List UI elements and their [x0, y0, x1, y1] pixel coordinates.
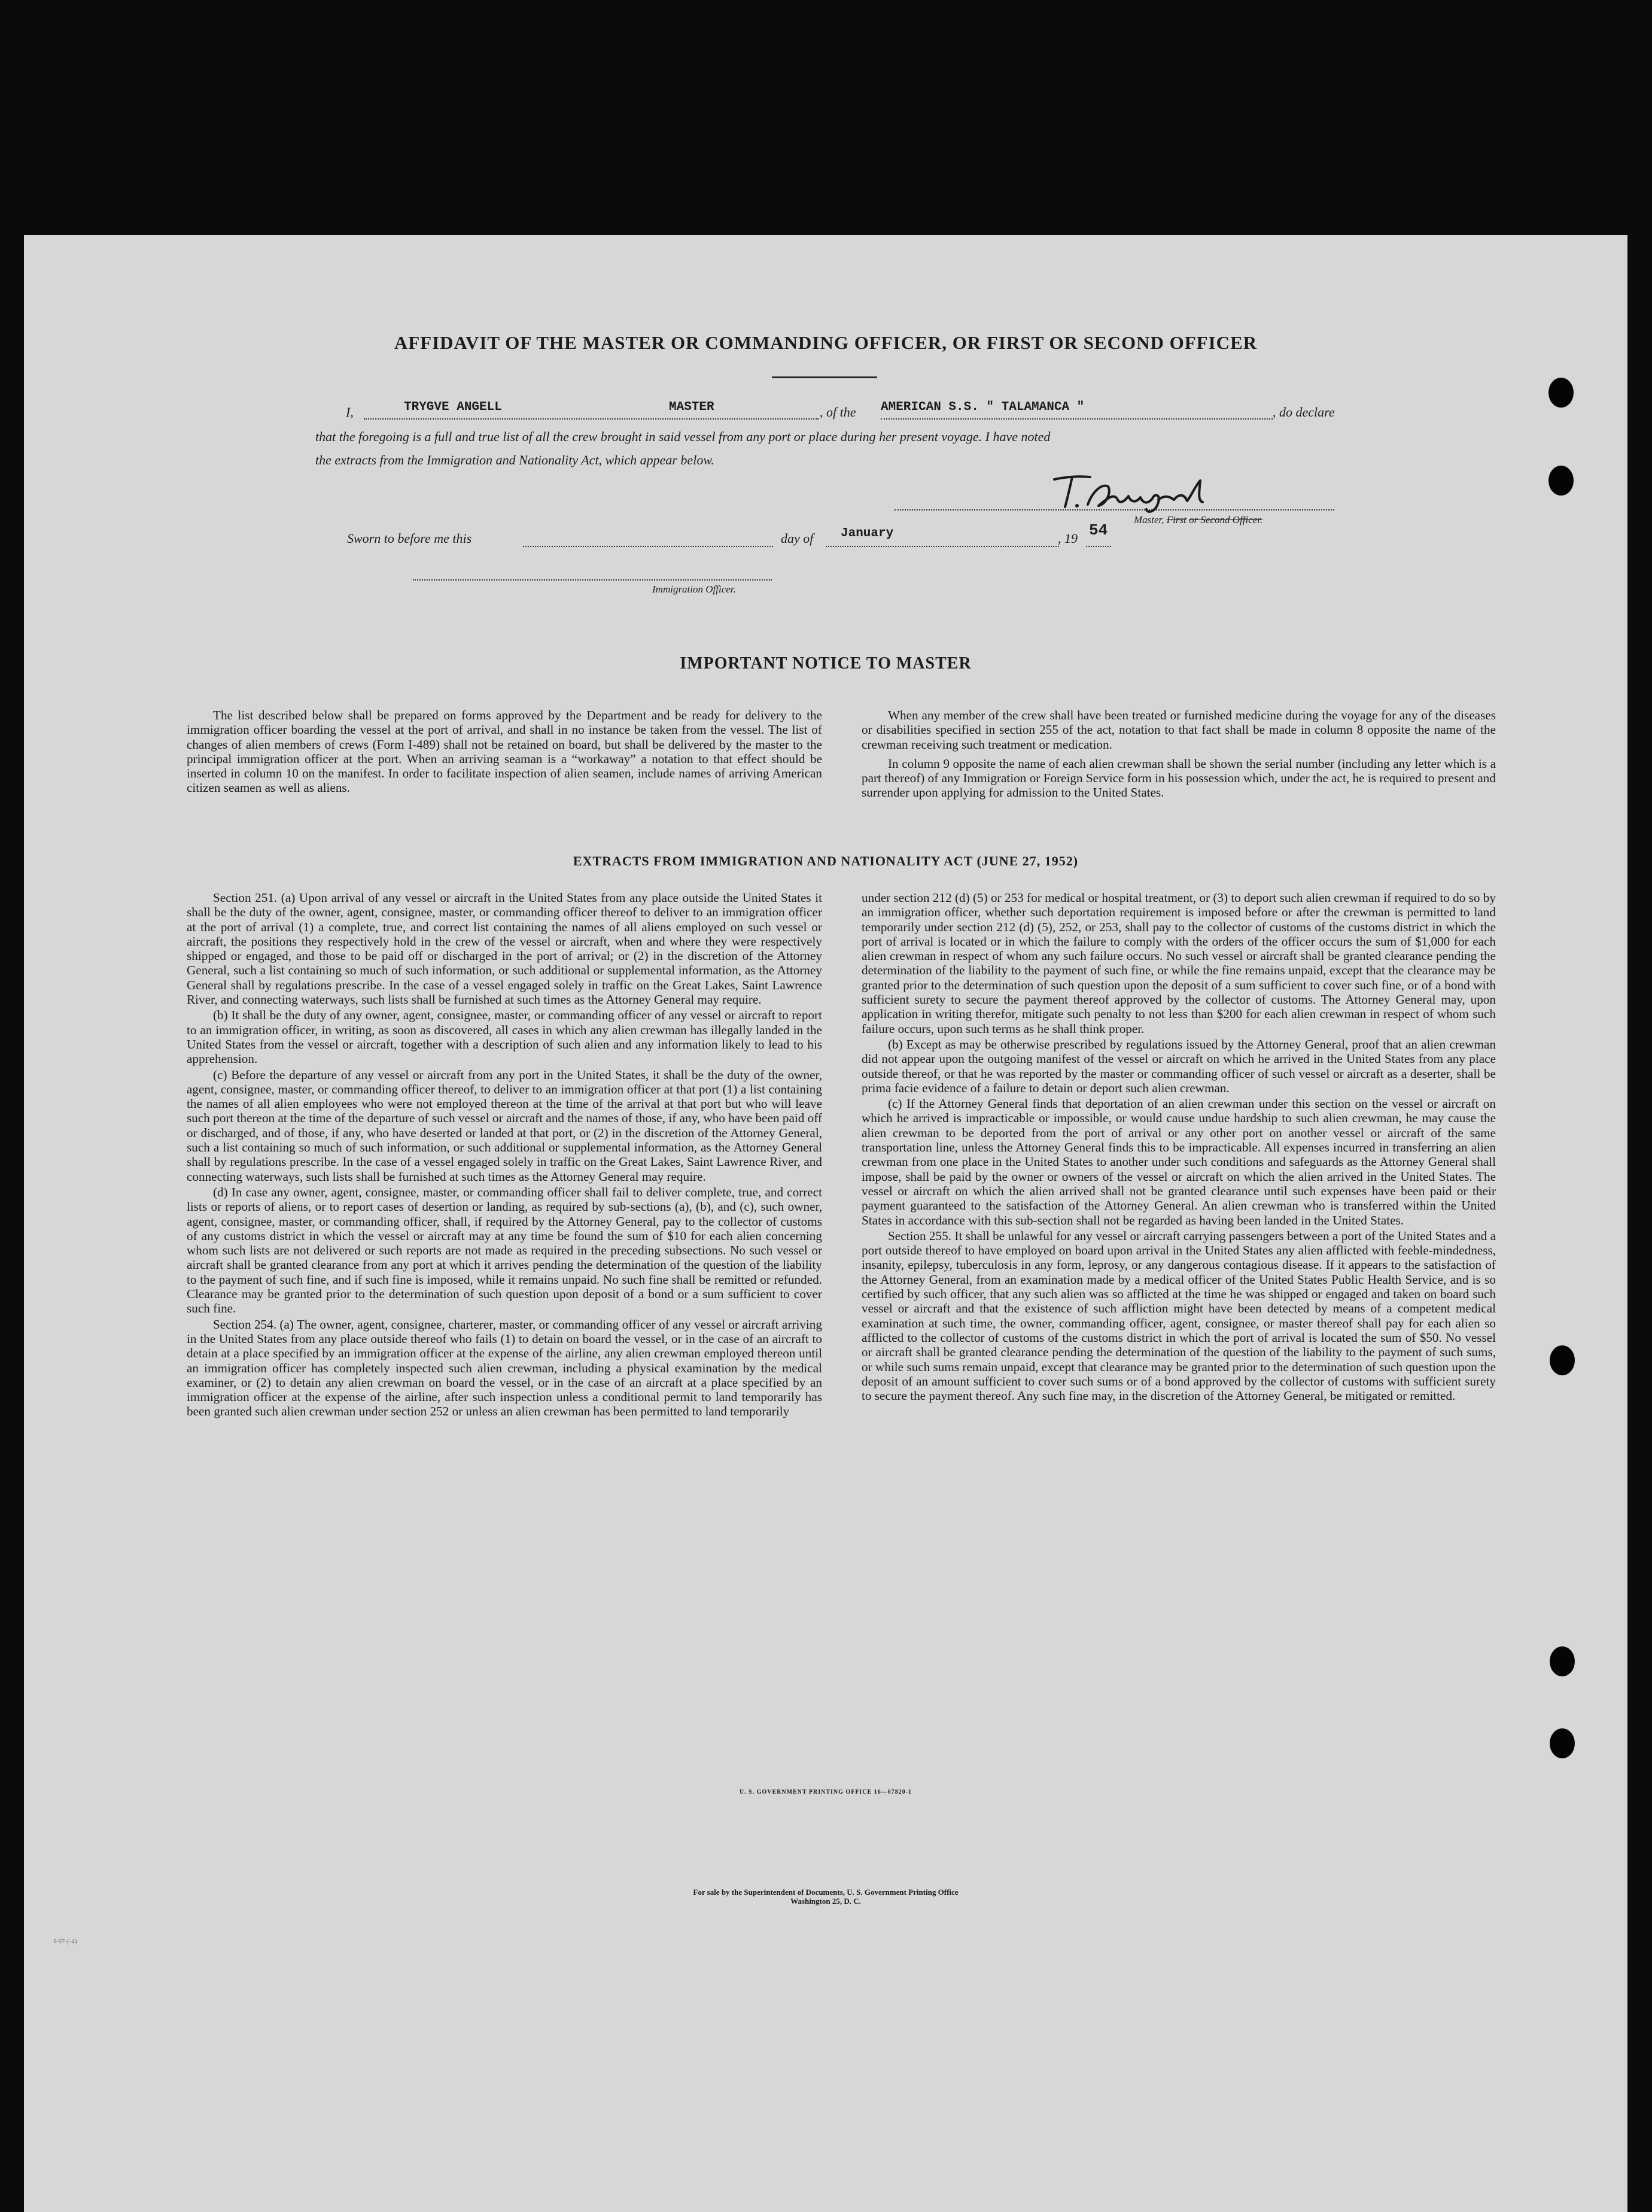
binder-hole: [1548, 378, 1574, 408]
year-prefix: , 19: [1058, 531, 1078, 546]
immigration-officer-line: [413, 579, 772, 581]
sale-notice: [24, 1888, 1627, 1906]
sale-line-2: Washington 25, D. C.: [790, 1897, 861, 1906]
notice-paragraph: In column 9 opposite the name of each alien crewman shall be shown the serial number (including any letter which is a part thereof) of any Immigration or Foreign Service form in his possession which, under the act, he is required to present and surrender upon applying for admission to the United States.: [862, 756, 1496, 800]
extract-paragraph: Section 254. (a) The owner, agent, consignee, charterer, master, or commanding officer of any vessel or aircraft arriving in the United States from any place outside thereof who fails (1) to detain on board the vessel, or in the case of an aircraft to detain at a place specified by an immigration officer at the expense of the airline, any alien crewman employed thereon until an immigration officer has completely inspected such alien crewman, including a physical examination by the medical examiner, or (2) to detain any alien crewman on board the vessel, or in the case of an aircraft at a place specified by an immigration officer at the expense of the airline, after such inspection unless a conditional permit to land temporarily has been granted such alien crewman under section 252 or unless an alien crewman has been permitted to land temporarily: [187, 1317, 822, 1419]
year-line: [1086, 546, 1111, 547]
extracts-title: EXTRACTS FROM IMMIGRATION AND NATIONALITY ACT (JUNE 27, 1952): [573, 853, 1079, 868]
master-rank: MASTER: [669, 400, 714, 414]
vessel-line: [881, 418, 1273, 420]
printing-office-line: U. S. GOVERNMENT PRINTING OFFICE 16—67820-1: [739, 1789, 912, 1795]
extract-paragraph: (c) If the Attorney General finds that deportation of an alien crewman under this section on the vessel or aircraft on which he arrived is impracticable or impossible, or would cause undue hardship to such alien crewman, he may cause the alien crewman to be deported from the port of arrival or any other port on another vessel or aircraft of the same transportation line, unless the Attorney General finds this to be impracticable. All expenses incurred in transferring an alien crewman from one place in the United States to another under such conditions and safeguards as the Attorney General shall impose, shall be paid by the owner or owners of the vessel or aircraft on which the alien arrived in the United States. The vessel or aircraft on which the alien arrived shall not be granted clearance until such expenses have been paid or their payment guaranteed to the satisfaction of the Attorney General. An alien crewman who is transferred within the United States in accordance with this sub-section shall not be regarded as having been landed in the United States.: [862, 1096, 1496, 1227]
master-name: TRYGVE ANGELL: [404, 400, 502, 414]
notice-right-column: [862, 708, 1496, 800]
month-line: [826, 546, 1059, 547]
day-of-label: day of: [781, 531, 814, 546]
extract-paragraph: Section 255. It shall be unlawful for any vessel or aircraft carrying passengers between a port of the United States and a port outside thereof to have employed on board upon arrival in the United States any alien afflicted with feeble-mindedness, insanity, epilepsy, tuberculosis in any form, leprosy, or any dangerous contagious disease. If it appears to the satisfaction of the Attorney General, from an examination made by a medical officer of the United States Public Health Service, and is so certified by such officer, that any such alien was so afflicted at the time he was shipped or engaged and taken on board such vessel or aircraft and that the existence of such affliction might have been detected by means of a competent medical examination at such time, the owner, commanding officer, agent, consignee, or master thereof shall pay for each alien so afflicted to the collector of customs of the customs district in which the port of arrival is located the sum of $50. No vessel or aircraft shall be granted clearance pending the determination of the question of the liability to the payment of such sums, or while such sums remain unpaid, except that clearance may be granted prior to the determination of such question upon the deposit of an amount sufficient to cover such sums or of a bond approved by the collector of customs with sufficient surety to secure the payment thereof. Any such fine may, in the discretion of the Attorney General, be mitigated or remitted.: [862, 1228, 1496, 1403]
caption-rest: or Second Officer.: [1189, 514, 1263, 525]
binder-hole: [1548, 466, 1574, 496]
document-page: [24, 235, 1627, 2212]
sale-line-1: For sale by the Superintendent of Documents, U. S. Government Printing Office: [693, 1888, 959, 1897]
do-declare-label: , do declare: [1273, 405, 1335, 420]
extracts-right-column: [862, 891, 1496, 1403]
binder-hole: [1550, 1728, 1575, 1758]
notice-title: IMPORTANT NOTICE TO MASTER: [680, 654, 972, 673]
sworn-date-line: [523, 546, 773, 547]
title-divider: [772, 376, 877, 378]
signature-caption: [1134, 514, 1262, 526]
extract-paragraph: (c) Before the departure of any vessel or aircraft from any port in the United States, it shall be the duty of the owner, agent, consignee, master, or commanding officer thereof, to deliver to an immigration officer at that port (1) a list containing the names of all alien employees who were not employed thereon at the time of the arrival at that port but who will leave such port thereon at the time of the departure of such vessel or aircraft and the names of those, if any, who have been paid off or discharged, and of those, if any, who have deserted or landed at that port, or (2) in the discretion of the Attorney General, such a list containing so much of such information, or such additional or supplemental information, as the Attorney General shall by regulations prescribe. In the case of a vessel engaged solely in traffic on the Great Lakes, Saint Lawrence River, and connecting waterways, such lists shall be furnished at such times as the Attorney General may require.: [187, 1067, 822, 1184]
affidavit-title: AFFIDAVIT OF THE MASTER OR COMMANDING OFFICER, OR FIRST OR SECOND OFFICER: [394, 332, 1258, 353]
i-label: I,: [346, 405, 354, 420]
extract-paragraph: (b) Except as may be otherwise prescribed by regulations issued by the Attorney General, proof that an alien crewman did not appear upon the outgoing manifest of the vessel or aircraft on which he arrived in the United States from any place outside thereof, or that he was reported by the master or commanding officer of such vessel or aircraft as a deserter, shall be prima facie evidence of a failure to detain or deport such alien crewman.: [862, 1037, 1496, 1095]
immigration-officer-caption: Immigration Officer.: [652, 584, 736, 595]
sworn-label: Sworn to before me this: [347, 531, 472, 546]
notice-paragraph: The list described below shall be prepared on forms approved by the Department and be ready for delivery to the immigration officer boarding the vessel at the port of arrival, and shall in no instance be taken from the vessel. The list of changes of alien members of crews (Form I-489) shall not be retained on board, but shall be delivered by the master to the principal immigration officer at the port. When an arriving seaman is a “workaway” a notation to that effect should be inserted in column 10 on the manifest. In order to facilitate inspection of alien seamen, include names of arriving American citizen seamen as well as aliens.: [187, 708, 822, 795]
sworn-month: January: [841, 527, 894, 540]
of-the-label: , of the: [820, 405, 856, 420]
notice-left-column: [187, 708, 822, 795]
year-handwritten: 54: [1089, 521, 1108, 539]
extract-paragraph: Section 251. (a) Upon arrival of any vessel or aircraft in the United States from any place outside the United States it shall be the duty of the owner, agent, consignee, master, or commanding officer thereof to deliver to an immigration officer at the port of arrival (1) a complete, true, and correct list containing the names of all aliens employed on such vessel or aircraft, the positions they respectively hold in the crew of the vessel or aircraft, when and where they were respectively shipped or engaged, and those to be paid off or discharged in the port of arrival; or (2) in the discretion of the Attorney General, such a list containing so much of such information, or such additional or supplemental information, as the Attorney General shall by regulations prescribe. In the case of a vessel engaged solely in traffic on the Great Lakes, Saint Lawrence River, and connecting waterways, such lists shall be furnished at such times as the Attorney General may require.: [187, 891, 822, 1007]
notice-paragraph: When any member of the crew shall have been treated or furnished medicine during the voyage for any of the diseases or disabilities specified in section 255 of the act, notation to that fact shall be made in column 8 opposite the name of the crewman receiving such treatment or medication.: [862, 708, 1496, 752]
extract-paragraph: (b) It shall be the duty of any owner, agent, consignee, master, or commanding officer of any vessel or aircraft to report to an immigration officer, in writing, as soon as discovered, all cases in which any alien crewman has illegally landed in the United States from the vessel or aircraft, together with a description of such alien and any information likely to lead to his apprehension.: [187, 1008, 822, 1066]
binder-hole: [1550, 1345, 1575, 1375]
declaration-line-2: that the foregoing is a full and true list of all the crew brought in said vessel from any port or place during her present voyage. I have noted: [315, 429, 1051, 444]
declaration-line-3: the extracts from the Immigration and Nationality Act, which appear below.: [315, 452, 714, 467]
caption-first-struck: First: [1166, 514, 1186, 525]
form-margin-note: I-97-(-4): [54, 1938, 77, 1945]
binder-hole: [1550, 1646, 1575, 1676]
extract-paragraph: (d) In case any owner, agent, consignee, master, or commanding officer shall fail to deliver complete, true, and correct lists or reports of aliens, or to report cases of desertion or landing, as required by sub-sections (a), (b), and (c), such owner, agent, consignee, master, or commanding officer, shall, if required by the Attorney General, pay to the collector of customs of any customs district in which the vessel or aircraft may at any time be found the sum of $10 for each alien concerning whom such lists are not delivered or such reports are not made as required in the preceding subsections. No such vessel or aircraft shall be granted clearance from any port at which it arrives pending the determination of the question of the liability to the payment of such fine, and if such fine is imposed, while it remains unpaid. No such fine shall be remitted or refunded. Clearance may be granted prior to the determination of such question upon deposit of a bond or a sum sufficient to cover such fine.: [187, 1184, 822, 1316]
caption-master: Master,: [1134, 514, 1164, 525]
extract-paragraph: under section 212 (d) (5) or 253 for medical or hospital treatment, or (3) to deport such alien crewman if required to do so by an immigration officer, whether such deportation requirement is imposed before or after the crewman is permitted to land temporarily under section 212 (d) (5), 252, or 253, shall pay to the collector of customs of the customs district in which the port of arrival is located or in which the failure to comply with the orders of the officer occurs the sum of $1,000 for each alien crewman in respect of whom any such failure occurs. No such vessel or aircraft shall be granted clearance pending the determination of the liability to the payment of such fine, or while the fine remains unpaid, except that the clearance may be granted prior to the determination of such question upon the deposit of a sum sufficient to cover such fine, or of a bond with sufficient surety to secure the payment thereof approved by the collector of customs. The Attorney General may, upon application in writing therefor, mitigate such penalty to not less than $200 for each alien crewman in respect of whom such failure occurs, upon such terms as he shall think proper.: [862, 891, 1496, 1036]
name-line: [364, 418, 819, 420]
vessel-name: AMERICAN S.S. " TALAMANCA ": [881, 400, 1085, 414]
extracts-left-column: [187, 891, 822, 1419]
